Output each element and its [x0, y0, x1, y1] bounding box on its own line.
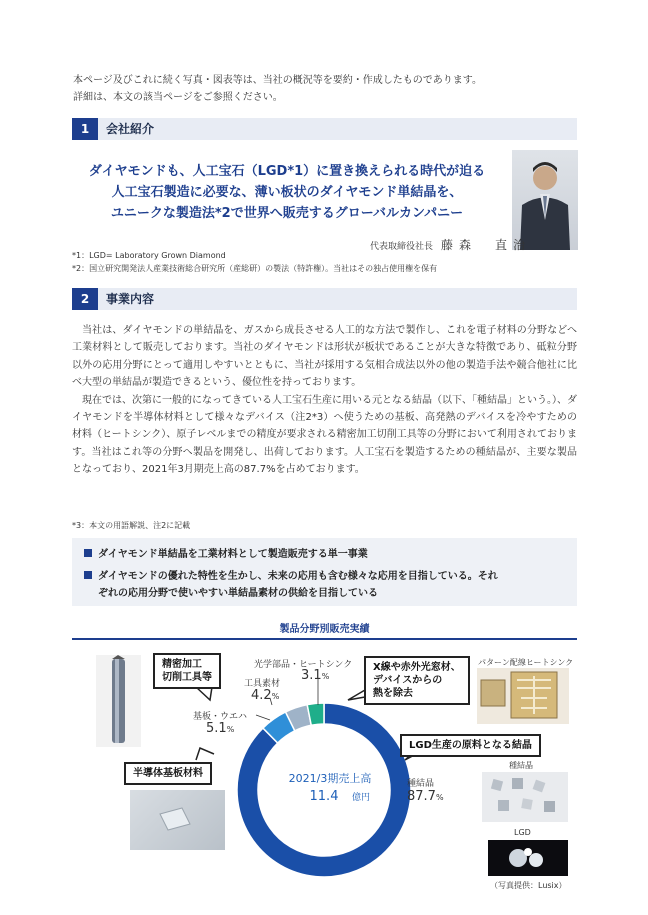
note-3: *3：本文の用語解説、注2に記載 [72, 521, 191, 530]
note-1: *1：LGD= Laboratory Grown Diamond [72, 251, 226, 260]
section-1-number: 1 [72, 118, 98, 140]
pct-unit: % [226, 725, 235, 734]
heatsink-photo [477, 668, 569, 724]
intro-line-2: 詳細は、本文の該当ページをご参照ください。 [73, 92, 283, 103]
callout-lgd-seed: LGD生産の原料となる結晶 [400, 734, 541, 757]
seed-caption: 種結晶 [509, 761, 533, 770]
note-2: *2：国立研究開発法人産業技術総合研究所（産総研）の製法（特許権）。当社はその独占使用権を保有 [72, 264, 438, 273]
slice-label-tool: 工具素材 [244, 679, 281, 689]
callout-tail-semi [196, 748, 214, 760]
photo-credit: （写真提供：Lusix） [490, 881, 567, 890]
slice-label-seed: 種結晶 [407, 779, 435, 789]
highlight-1-text: ダイヤモンド単結晶を工業材料として製造販売する単一事業 [98, 549, 368, 560]
intro-line-1: 本ページ及びこれに続く写真・図表等は、当社の概況等を要約・作成したものであります。 [73, 75, 482, 86]
headline-line-1: ダイヤモンドも、人工宝石（LGD*1）に置き換えられる時代が迫る [88, 164, 486, 179]
section-2-number: 2 [72, 288, 98, 310]
slice-value-optical [301, 668, 329, 683]
chart-center-value: 11.4 [309, 789, 339, 804]
callout-cutting-tools [153, 653, 221, 689]
highlight-2-cont: ぞれの応用分野で使いやすい単結晶素材の供給を目指している [98, 588, 378, 599]
slice-label-substrate: 基板・ウエハ [193, 712, 248, 722]
slice-value-seed [407, 789, 444, 804]
headline-line-3: ユニークな製造法*2で世界へ販売するグローバルカンパニー [110, 206, 464, 221]
slice-value-substrate [206, 721, 234, 736]
lgd-photo [488, 840, 568, 876]
paragraph-2: 現在では、次第に一般的になってきている人工宝石生産に用いる元となる結晶（以下、「種結晶」という。）、ダイヤモンドを半導体材料として様々なデバイス（注2*3）へ使うための基板、高発熱のデバイスを冷やすための材料（ヒートシンク）、原子レベルまでの精度が要求される精密加工切削工具等の分野において利用されております。当社はこれ等の分野へ製品を開発し、出荷しております。人工宝石を製造するための種結晶が、主要な製品となっており、2021年3月期売上高の87.7%を占めております。 [72, 394, 577, 476]
ceo-name: 藤森 直治 [441, 238, 532, 252]
seed-crystal-photo [482, 772, 568, 822]
chart-center-unit: 億円 [352, 793, 371, 803]
paragraph-1: 当社は、ダイヤモンドの単結晶を、ガスから成長させる人工的な方法で製作し、これを電子材料の分野などへ工業材料として販売しております。当社のダイヤモンドは形状が板状であることが大きな特徴であり、砥粒分野以外の応用分野にとって適用しやすいとともに、当社が採用する気相合成法以外の他の製造手法や競合他社に比べ大型の単結晶が製造できるという、優位性を持っております。 [72, 325, 577, 389]
slice-value-tool [251, 688, 279, 703]
chart-center-label: 2021/3期売上高 [288, 772, 372, 785]
section-1-title: 会社紹介 [106, 122, 155, 136]
callout-cutting-tools-line-1: 精密加工 [162, 659, 202, 670]
ceo-title: 代表取締役社長 [370, 242, 434, 252]
callout-heat-line-1: X線や赤外光窓材、 [373, 662, 461, 673]
cutting-tool-photo [96, 655, 141, 747]
pct-unit: % [321, 672, 330, 681]
pct-unit: % [435, 793, 444, 802]
callout-tail-heat [348, 690, 365, 700]
callout-heat-line-3: 熱を除去 [373, 688, 413, 699]
slice-value-substrate-num: 5.1 [206, 721, 227, 736]
pct-unit: % [271, 692, 280, 701]
slice-value-seed-num: 87.7 [407, 789, 436, 804]
callout-cutting-tools-line-2: 切削工具等 [162, 672, 212, 683]
lgd-caption: LGD [514, 828, 531, 837]
substrate-photo [130, 790, 225, 850]
headline-line-2: 人工宝石製造に必要な、薄い板状のダイヤモンド単結晶を、 [111, 185, 463, 200]
callout-heat-line-2: デバイスからの [373, 675, 443, 686]
highlight-2-text: ダイヤモンドの優れた特性を生かし、未来の応用も含む様々な応用を目指している。それ [98, 571, 498, 582]
callout-semiconductor: 半導体基板材料 [124, 762, 212, 785]
callout-heat-removal [364, 656, 470, 705]
slice-value-optical-num: 3.1 [301, 668, 322, 683]
slice-value-tool-num: 4.2 [251, 688, 272, 703]
leader-line-substrate [256, 715, 270, 720]
slice-label-optical: 光学部品・ヒートシンク [254, 660, 353, 670]
section-2-title: 事業内容 [106, 292, 155, 306]
chart-title: 製品分野別販売実績 [279, 624, 370, 635]
heatsink-caption: パターン配線ヒートシンク [478, 658, 574, 667]
